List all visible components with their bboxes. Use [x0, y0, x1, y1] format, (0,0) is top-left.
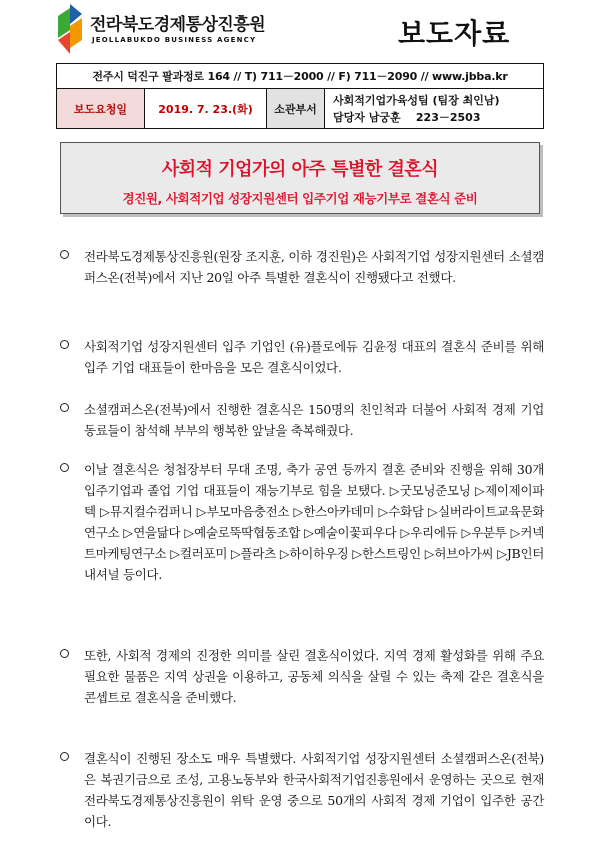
department-team: 사회적기업가육성팀 (팀장 최인남) — [333, 93, 500, 107]
headline-subtitle: 경진원, 사회적기업 성장지원센터 입주기업 재능기부로 결혼식 준비 — [122, 191, 478, 206]
circle-bullet-icon — [60, 340, 69, 349]
request-date-value: 2019. 7. 23.(화) — [145, 89, 267, 128]
department-label: 소관부서 — [267, 89, 325, 128]
contact-bar: 전주시 덕진구 팔과정로 164 // T) 711－2000 // F) 711－2090 // www.jbba.kr — [56, 63, 544, 89]
paragraph-text: 이날 결혼식은 청첩장부터 무대 조명, 축가 공연 등까지 결혼 준비와 진행을 위해 30개 입주기업과 졸업 기업 대표들이 재능기부로 힘을 보탰다. ▷굿모닝준모닝 ▷제이제이파텍 ▷뮤지컬수컴퍼니 ▷부모마음충전소 ▷한스아카데미 ▷수화담 ▷실버라이트교육문화연구소 ▷연을닮다 ▷예술로뚝딱협동조합 ▷예술이꽃피우다 ▷우리에듀 ▷우분투 ▷커넥트마케팅연구소 ▷컬러포미 ▷플라츠 ▷하이하우징 ▷한스트링인 ▷허브아가씨 ▷JB인터내셔널 등이다. — [84, 462, 544, 582]
circle-bullet-icon — [60, 649, 69, 658]
article-paragraph — [58, 459, 544, 645]
paragraph-text: 전라북도경제통상진흥원(원장 조지훈, 이하 경진원)은 사회적기업 성장지원센터 소셜캠퍼스온(전북)에서 지난 20일 아주 특별한 결혼식이 진행됐다고 전했다. — [84, 249, 544, 285]
article-body — [58, 246, 544, 832]
article-paragraph — [58, 399, 544, 459]
press-release-title: 보도자료 — [398, 17, 511, 50]
headline-title: 사회적 기업가의 아주 특별한 결혼식 — [161, 159, 439, 180]
article-paragraph — [58, 748, 544, 832]
headline-box — [60, 142, 540, 214]
agency-logo-icon — [56, 4, 84, 54]
article-paragraph — [58, 645, 544, 748]
paragraph-text: 사회적기업 성장지원센터 입주 기업인 (유)플로에듀 김윤정 대표의 결혼식 준비를 위해 입주 기업 대표들이 한마음을 모은 결혼식이었다. — [84, 339, 544, 375]
paragraph-text: 결혼식이 진행된 장소도 매우 특별했다. 사회적기업 성장지원센터 소셜캠퍼스온(전북)은 복권기금으로 조성, 고용노동부와 한국사회적기업진흥원에서 운영하는 곳으로 현재 전라북도경제통상진흥원이 위탁 운영 중으로 50개의 사회적 경제 기업이 입주한 공간이다. — [84, 751, 544, 829]
paragraph-text: 또한, 사회적 경제의 진정한 의미를 살린 결혼식이었다. 지역 경제 활성화를 위해 주요 필요한 물품은 지역 상권을 이용하고, 공동체 의식을 살릴 수 있는 축제 같은 결혼식을 콘셉트로 결혼식을 준비했다. — [84, 648, 544, 705]
request-date-label: 보도요청일 — [57, 89, 145, 128]
article-paragraph — [58, 246, 544, 336]
circle-bullet-icon — [60, 463, 69, 472]
article-paragraph — [58, 336, 544, 399]
paragraph-text: 소셜캠퍼스온(전북)에서 진행한 결혼식은 150명의 친인척과 더불어 사회적 경제 기업 동료들이 참석해 부부의 행복한 앞날을 축복해줬다. — [84, 402, 544, 438]
organization-english-name: JEOLLABUKDO BUSINESS AGENCY — [92, 36, 257, 44]
department-contact: 담당자 남궁훈 223－2503 — [333, 110, 481, 124]
circle-bullet-icon — [60, 250, 69, 259]
circle-bullet-icon — [60, 752, 69, 761]
department-info — [325, 89, 543, 128]
press-release-header — [0, 0, 600, 62]
info-table — [56, 89, 544, 129]
organization-name: 전라북도경제통상진흥원 — [90, 15, 266, 35]
circle-bullet-icon — [60, 403, 69, 412]
